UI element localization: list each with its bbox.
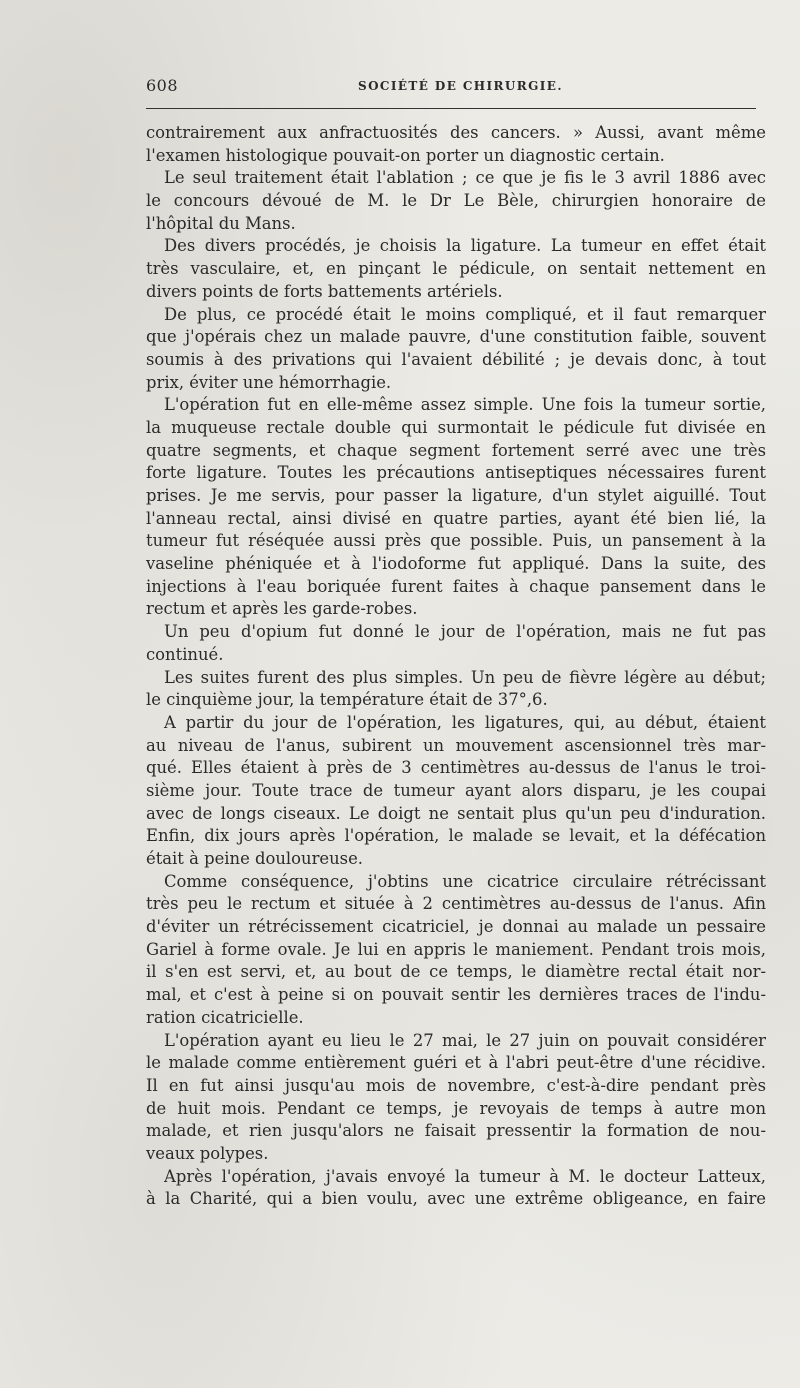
text-line: au niveau de l'anus, subirent un mouvement ascensionnel très mar- <box>146 735 766 755</box>
text-line: Gariel à forme ovale. Je lui en appris le maniement. Pendant trois mois, <box>146 939 766 959</box>
text-line: mal, et c'est à peine si on pouvait sentir les dernières traces de l'indu- <box>146 985 766 1005</box>
text-line: l'hôpital du Mans. <box>146 213 296 233</box>
text-line: le concours dévoué de M. le Dr Le Bèle, chirurgien honoraire de <box>146 191 766 211</box>
text-line: divers points de forts battements artériels. <box>146 281 503 301</box>
text-line: De plus, ce procédé était le moins compliqué, et il faut remarquer <box>164 304 766 324</box>
text-line: qué. Elles étaient à près de 3 centimètres au-dessus de l'anus le troi- <box>146 758 766 778</box>
text-line: d'éviter un rétrécissement cicatriciel, je donnai au malade un pessaire <box>146 917 766 937</box>
text-line: contrairement aux anfractuosités des cancers. » Aussi, avant même <box>146 123 766 142</box>
text-line: sième jour. Toute trace de tumeur ayant alors disparu, je les coupai <box>146 780 766 800</box>
text-line: la muqueuse rectale double qui surmontait le pédicule fut divisée en <box>146 417 766 437</box>
text-line: L'opération ayant eu lieu le 27 mai, le 27 juin on pouvait considérer <box>164 1030 766 1050</box>
text-line: prix, éviter une hémorrhagie. <box>146 372 392 392</box>
text-line: forte ligature. Toutes les précautions antiseptiques nécessaires furent <box>146 463 766 483</box>
text-line: tumeur fut réséquée aussi près que possible. Puis, un pansement à la <box>146 531 766 551</box>
body-text <box>146 122 766 1211</box>
text-line: Après l'opération, j'avais envoyé la tumeur à M. le docteur Latteux, <box>164 1166 766 1186</box>
text-line: soumis à des privations qui l'avaient débilité ; je devais donc, à tout <box>146 349 766 369</box>
text-line: vaseline phéniquée et à l'iodoforme fut appliqué. Dans la suite, des <box>146 554 766 574</box>
text-line: rectum et après les garde-robes. <box>146 599 418 619</box>
text-line: prises. Je me servis, pour passer la ligature, d'un stylet aiguillé. Tout <box>146 486 766 505</box>
text-line: de huit mois. Pendant ce temps, je revoyais de temps à autre mon <box>146 1098 766 1118</box>
text-line: Enfin, dix jours après l'opération, le malade se levait, et la défécation <box>146 826 766 846</box>
text-line: Les suites furent des plus simples. Un peu de fièvre légère au début; <box>164 667 766 687</box>
text-line: que j'opérais chez un malade pauvre, d'une constitution faible, souvent <box>146 327 766 347</box>
text-line: avec de longs ciseaux. Le doigt ne sentait plus qu'un peu d'induration. <box>146 803 766 823</box>
text-line: A partir du jour de l'opération, les ligatures, qui, au début, étaient <box>164 712 766 732</box>
text-line: L'opération fut en elle-même assez simple. Une fois la tumeur sortie, <box>164 395 766 415</box>
text-line: le malade comme entièrement guéri et à l'abri peut-être d'une récidive. <box>146 1053 766 1073</box>
text-line: Le seul traitement était l'ablation ; ce que je fis le 3 avril 1886 avec <box>164 168 766 188</box>
text-line: très vasculaire, et, en pinçant le pédicule, on sentait nettement en <box>146 259 766 279</box>
page-header <box>146 74 756 100</box>
page-number: 608 <box>146 76 179 95</box>
text-line: était à peine douloureuse. <box>146 849 363 868</box>
text-line: quatre segments, et chaque segment fortement serré avec une très <box>146 440 766 460</box>
text-line: l'anneau rectal, ainsi divisé en quatre parties, ayant été bien lié, la <box>146 508 766 528</box>
text-line: malade, et rien jusqu'alors ne faisait pressentir la formation de nou- <box>146 1121 766 1141</box>
text-line: ration cicatricielle. <box>146 1007 304 1027</box>
text-line: il s'en est servi, et, au bout de ce temps, le diamètre rectal était nor- <box>146 962 766 982</box>
text-line: très peu le rectum et située à 2 centimètres au-dessus de l'anus. Afin <box>146 894 766 914</box>
text-line: continué. <box>146 644 224 664</box>
text-line: Il en fut ainsi jusqu'au mois de novembre, c'est-à-dire pendant près <box>146 1075 766 1095</box>
text-line: Un peu d'opium fut donné le jour de l'opération, mais ne fut pas <box>164 622 766 642</box>
text-line: Comme conséquence, j'obtins une cicatrice circulaire rétrécissant <box>164 871 766 891</box>
text-line: Des divers procédés, je choisis la ligature. La tumeur en effet était <box>164 236 766 256</box>
text-line: injections à l'eau boriquée furent faites à chaque pansement dans le <box>146 576 766 596</box>
header-rule <box>146 108 756 109</box>
text-line: à la Charité, qui a bien voulu, avec une extrême obligeance, en faire <box>146 1189 766 1209</box>
text-line: l'examen histologique pouvait-on porter un diagnostic certain. <box>146 145 665 165</box>
running-title: SOCIÉTÉ DE CHIRURGIE. <box>358 79 563 93</box>
text-line: veaux polypes. <box>146 1143 269 1163</box>
text-line: le cinquième jour, la température était de 37°,6. <box>146 690 548 710</box>
